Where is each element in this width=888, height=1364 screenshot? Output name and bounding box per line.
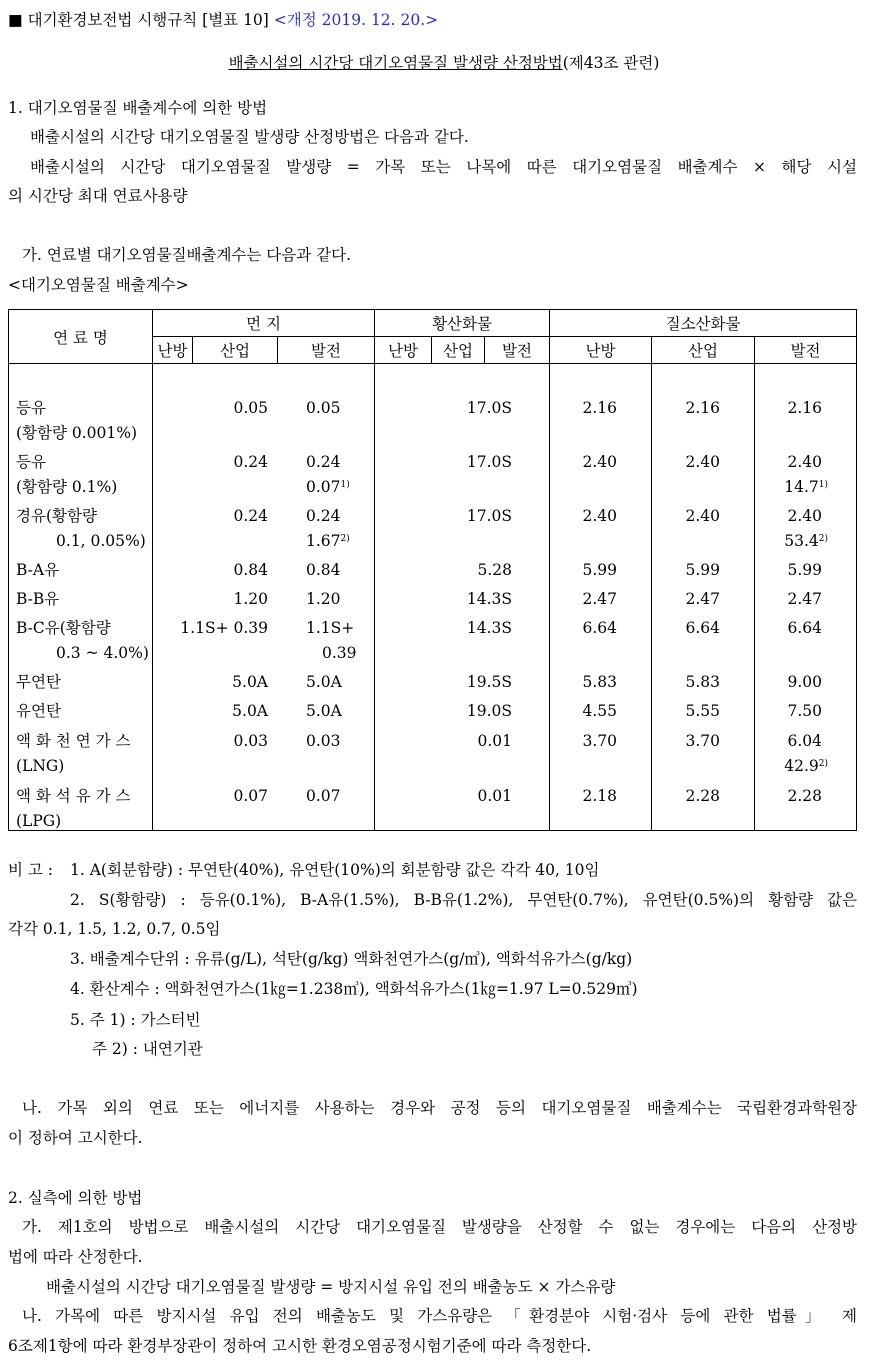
dust-generation-value-text: 5.0A xyxy=(306,673,342,691)
dust-generation-value-text: 0.03 xyxy=(306,732,341,750)
fuel-name-sub-text: (LNG) xyxy=(16,757,65,775)
nox-industry-value xyxy=(685,452,720,472)
dust-industry-value-text: 0.03 xyxy=(233,732,268,750)
sox-value xyxy=(477,731,512,751)
section1-line1: 배출시설의 시간당 대기오염물질 발생량 산정방법은 다음과 같다. xyxy=(30,128,469,146)
sox-value xyxy=(467,701,512,721)
nox-heating-value-text: 2.18 xyxy=(582,787,617,805)
dust-generation-value-alt-text: 0.07 xyxy=(306,478,341,496)
nox-heating-value xyxy=(582,398,617,418)
col-group-sox: 황산화물 xyxy=(375,310,550,337)
nox-generation-value-text: 9.00 xyxy=(787,673,822,691)
dust-generation-value xyxy=(306,701,342,721)
sox-value-text: 14.3S xyxy=(466,590,512,608)
nox-industry-value-text: 2.28 xyxy=(685,787,720,805)
dust-generation-value xyxy=(306,672,342,692)
nox-generation-value xyxy=(787,786,822,806)
dust-generation-value-text: 1.1S+ xyxy=(306,619,355,637)
nox-heating-value-text: 2.16 xyxy=(582,399,617,417)
nox-heating-value-text: 2.40 xyxy=(582,453,617,471)
dust-industry-value-text: 5.0A xyxy=(232,673,268,691)
dust-generation-value-alt xyxy=(322,643,357,663)
fuel-name-sub-text: (LPG) xyxy=(16,812,62,830)
nox-heating-value xyxy=(582,452,617,472)
fuel-name-sub-text: (황함량 0.1%) xyxy=(16,478,118,496)
note-3: 3. 배출계수단위 : 유류(g/L), 석탄(g/kg) 액화천연가스(g/㎥), 액화석유가스(g/kg) xyxy=(70,950,633,968)
fuel-name-sub-text: (황함량 0.001%) xyxy=(16,424,138,442)
nox-industry-value xyxy=(685,589,720,609)
nox-generation-value-alt xyxy=(784,531,828,551)
section1-formula-a: 배출시설의 시간당 대기오염물질 발생량 = 가목 또는 나목에 따른 대기오염물질 배출계수 × 해당 시설 xyxy=(30,158,857,176)
nox-generation-value-alt-footnote-mark: 1) xyxy=(818,480,828,490)
fuel-name-sub xyxy=(56,531,146,551)
nox-industry-value-text: 2.40 xyxy=(685,453,720,471)
sox-value xyxy=(467,589,512,609)
fuel-name-sub xyxy=(16,756,64,776)
emission-factor-table xyxy=(8,309,857,831)
nox-generation-value-text: 5.99 xyxy=(787,561,822,579)
nox-heating-value-text: 4.55 xyxy=(582,702,617,720)
note-5b: 주 2) : 내연기관 xyxy=(92,1040,203,1058)
nox-heating-value xyxy=(582,786,617,806)
fuel-name xyxy=(16,618,111,638)
nox-industry-value-text: 2.47 xyxy=(685,590,720,608)
dust-industry-value xyxy=(232,672,268,692)
col-fuel-name: 연 료 명 xyxy=(9,310,153,364)
note-2b: 각각 0.1, 1.5, 1.2, 0.7, 0.5임 xyxy=(8,920,221,938)
nox-heating-value xyxy=(582,672,617,692)
sox-value-text: 0.01 xyxy=(477,787,512,805)
header-line xyxy=(8,10,857,30)
dust-industry-value xyxy=(233,398,268,418)
dust-industry-value-text: 1.1S+ 0.39 xyxy=(180,619,268,637)
nox-generation-value xyxy=(787,589,822,609)
nox-industry-value-text: 3.70 xyxy=(685,732,720,750)
col-nox-industry: 산업 xyxy=(652,337,755,364)
nox-generation-value-alt-text: 14.7 xyxy=(784,478,819,496)
fuel-name-text: 유연탄 xyxy=(16,702,61,720)
dust-generation-value xyxy=(306,589,341,609)
nox-generation-value xyxy=(787,672,822,692)
section2-na2: 6조제1항에 따라 환경부장관이 정하여 고시한 환경오염공정시험기준에 따라 측정한다. xyxy=(8,1337,592,1355)
fuel-name-text: B-A유 xyxy=(16,561,60,579)
sox-value-text: 19.5S xyxy=(466,673,512,691)
nox-generation-value xyxy=(787,398,822,418)
dust-generation-value-alt-text: 0.39 xyxy=(322,644,357,662)
sox-value-text: 17.0S xyxy=(466,453,512,471)
dust-generation-value-alt xyxy=(306,531,350,551)
fuel-name-text: B-C유(황함량 xyxy=(16,619,111,637)
sox-value-text: 19.0S xyxy=(466,702,512,720)
col-dust-heating: 난방 xyxy=(153,337,193,364)
nox-industry-value xyxy=(685,731,720,751)
fuel-name-sub xyxy=(16,423,137,443)
fuel-name xyxy=(16,701,61,721)
nox-generation-value-alt-footnote-mark: 2) xyxy=(818,534,828,544)
nox-generation-value xyxy=(787,452,822,472)
nox-heating-value-text: 6.64 xyxy=(582,619,617,637)
fuel-name xyxy=(16,560,59,580)
dust-industry-value xyxy=(233,506,268,526)
fuel-name-text: 등유 xyxy=(16,453,46,471)
sox-value-text: 17.0S xyxy=(466,399,512,417)
dust-industry-value xyxy=(232,701,268,721)
sox-value-text: 0.01 xyxy=(477,732,512,750)
nox-industry-value xyxy=(685,786,720,806)
dust-industry-value-text: 0.24 xyxy=(233,453,268,471)
fuel-name-sub-text: 0.3 ~ 4.0%) xyxy=(56,644,149,662)
note-4: 4. 환산계수 : 액화천연가스(1㎏=1.238㎥), 액화석유가스(1㎏=1.97 L=0.529㎥) xyxy=(70,980,638,998)
nox-generation-value-text: 6.64 xyxy=(787,619,822,637)
nox-generation-value-text: 2.40 xyxy=(787,453,822,471)
dust-generation-value-text: 5.0A xyxy=(306,702,342,720)
nox-industry-value xyxy=(685,560,720,580)
sox-value xyxy=(467,398,512,418)
section2-ga1: 가. 제1호의 방법으로 배출시설의 시간당 대기오염물질 발생량을 산정할 수 없는 경우에는 다음의 산정방 xyxy=(22,1218,857,1236)
note-1: 1. A(회분함량) : 무연탄(40%), 유연탄(10%)의 회분함량 값은 각각 40, 10임 xyxy=(70,861,600,879)
nox-generation-value-text: 2.40 xyxy=(787,507,822,525)
col-dust-generation: 발전 xyxy=(278,337,375,364)
dust-generation-value xyxy=(306,786,341,806)
nox-generation-value-text: 2.47 xyxy=(787,590,822,608)
dust-generation-value xyxy=(306,452,341,472)
nox-generation-value xyxy=(787,618,822,638)
dust-industry-value xyxy=(180,618,268,638)
sox-value-text: 14.3S xyxy=(466,619,512,637)
nox-heating-value xyxy=(582,731,617,751)
nox-generation-value xyxy=(787,731,822,751)
nox-heating-value-text: 2.40 xyxy=(582,507,617,525)
dust-generation-value xyxy=(306,731,341,751)
fuel-name-text: 액 화 석 유 가 스 xyxy=(16,787,131,805)
revision-date: <개정 2019. 12. 20.> xyxy=(273,11,439,29)
title-main: 배출시설의 시간당 대기오염물질 발생량 산정방법 xyxy=(228,54,563,72)
fuel-name-text: 등유 xyxy=(16,399,46,417)
nox-heating-value xyxy=(582,506,617,526)
square-bullet-icon: ■ xyxy=(8,11,23,29)
dust-generation-value xyxy=(306,618,354,638)
col-sox-generation: 발전 xyxy=(485,337,550,364)
fuel-name xyxy=(16,398,46,418)
fuel-name xyxy=(16,452,46,472)
na-line1: 나. 가목 외의 연료 또는 에너지를 사용하는 경우와 공정 등의 대기오염물질 배출계수는 국립환경과학원장 xyxy=(22,1099,857,1117)
fuel-name-text: B-B유 xyxy=(16,590,60,608)
dust-generation-value-text: 0.07 xyxy=(306,787,341,805)
section1-ga: 가. 연료별 대기오염물질배출계수는 다음과 같다. xyxy=(22,246,352,264)
dust-generation-value-text: 1.20 xyxy=(306,590,341,608)
nox-generation-value xyxy=(787,506,822,526)
dust-industry-value xyxy=(233,589,268,609)
col-dust-industry: 산업 xyxy=(193,337,278,364)
dust-industry-value-text: 1.20 xyxy=(233,590,268,608)
dust-industry-value-text: 0.07 xyxy=(233,787,268,805)
dust-generation-value-alt-footnote-mark: 2) xyxy=(340,534,350,544)
law-reference: 대기환경보전법 시행규칙 [별표 10] xyxy=(27,11,269,29)
note-2a: 2. S(황함량) : 등유(0.1%), B-A유(1.5%), B-B유(1.2%), 무연탄(0.7%), 유연탄(0.5%)의 황함량 값은 xyxy=(70,891,857,909)
nox-generation-value-alt-text: 53.4 xyxy=(784,532,819,550)
title-suffix: (제43조 관련) xyxy=(562,54,660,72)
fuel-name xyxy=(16,731,130,751)
dust-generation-value-alt-footnote-mark: 1) xyxy=(340,480,350,490)
nox-generation-value-text: 6.04 xyxy=(787,732,822,750)
nox-industry-value-text: 6.64 xyxy=(685,619,720,637)
fuel-name-sub xyxy=(56,643,149,663)
nox-heating-value xyxy=(582,560,617,580)
sox-value-text: 5.28 xyxy=(477,561,512,579)
nox-heating-value-text: 5.99 xyxy=(582,561,617,579)
nox-industry-value xyxy=(685,398,720,418)
nox-generation-value xyxy=(787,560,822,580)
nox-industry-value-text: 5.99 xyxy=(685,561,720,579)
na-line2: 이 정하여 고시한다. xyxy=(8,1129,143,1147)
dust-generation-value-text: 0.24 xyxy=(306,453,341,471)
fuel-name xyxy=(16,786,130,806)
sox-value xyxy=(467,506,512,526)
dust-industry-value xyxy=(233,786,268,806)
note-5: 5. 주 1) : 가스터빈 xyxy=(70,1011,201,1029)
sox-column-body xyxy=(375,364,550,831)
fuel-name-sub-text: 0.1, 0.05%) xyxy=(56,532,146,550)
nox-industry-value-text: 2.40 xyxy=(685,507,720,525)
dust-generation-value xyxy=(306,506,341,526)
fuel-name xyxy=(16,506,97,526)
dust-industry-value xyxy=(233,731,268,751)
notes-label: 비 고 : xyxy=(8,861,54,879)
dust-generation-value xyxy=(306,560,341,580)
nox-industry-value-text: 5.55 xyxy=(685,702,720,720)
dust-industry-value-text: 5.0A xyxy=(232,702,268,720)
section1-formula-b: 의 시간당 최대 연료사용량 xyxy=(8,187,188,205)
nox-generation-value-text: 7.50 xyxy=(787,702,822,720)
section2-formula: 배출시설의 시간당 대기오염물질 발생량 = 방지시설 유입 전의 배출농도 × 가스유량 xyxy=(46,1278,616,1296)
dust-generation-value-text: 0.84 xyxy=(306,561,341,579)
section2-heading: 2. 실측에 의한 방법 xyxy=(8,1189,143,1207)
nox-generation-value xyxy=(787,701,822,721)
col-nox-generation: 발전 xyxy=(755,337,857,364)
dust-industry-value xyxy=(233,560,268,580)
nox-industry-value xyxy=(685,506,720,526)
page-title xyxy=(0,53,888,73)
fuel-name xyxy=(16,589,59,609)
nox-heating-value-text: 3.70 xyxy=(582,732,617,750)
dust-generation-value-text: 0.05 xyxy=(306,399,341,417)
dust-industry-value xyxy=(233,452,268,472)
sox-value-text: 17.0S xyxy=(466,507,512,525)
fuel-name-text: 액 화 천 연 가 스 xyxy=(16,732,131,750)
nox-generation-value-text: 2.16 xyxy=(787,399,822,417)
table-caption: <대기오염물질 배출계수> xyxy=(8,276,189,294)
nox-heating-value xyxy=(582,618,617,638)
sox-value xyxy=(467,618,512,638)
col-group-dust: 먼 지 xyxy=(153,310,375,337)
dust-industry-value-text: 0.05 xyxy=(233,399,268,417)
sox-value xyxy=(467,452,512,472)
nox-generation-value-alt xyxy=(784,756,828,776)
nox-generation-value-alt-text: 42.9 xyxy=(784,757,819,775)
fuel-name-sub xyxy=(16,811,61,831)
dust-industry-value-text: 0.24 xyxy=(233,507,268,525)
dust-generation-value-alt-text: 1.67 xyxy=(306,532,341,550)
col-nox-heating: 난방 xyxy=(550,337,652,364)
nox-industry-value xyxy=(685,672,720,692)
nox-heating-value xyxy=(582,589,617,609)
fuel-name xyxy=(16,672,61,692)
dust-generation-value xyxy=(306,398,341,418)
fuel-name-sub xyxy=(16,477,117,497)
nox-heating-value xyxy=(582,701,617,721)
col-group-nox: 질소산화물 xyxy=(550,310,857,337)
sox-value xyxy=(477,786,512,806)
nox-generation-value-alt-footnote-mark: 2) xyxy=(818,759,828,769)
fuel-name-text: 무연탄 xyxy=(16,673,61,691)
nox-industry-value-text: 2.16 xyxy=(685,399,720,417)
section2-ga2: 법에 따라 산정한다. xyxy=(8,1248,143,1266)
nox-industry-value xyxy=(685,701,720,721)
nox-generation-value-alt xyxy=(784,477,828,497)
dust-generation-value-text: 0.24 xyxy=(306,507,341,525)
sox-value xyxy=(467,672,512,692)
fuel-name-text: 경유(황함량 xyxy=(16,507,97,525)
nox-generation-value-text: 2.28 xyxy=(787,787,822,805)
nox-heating-value-text: 2.47 xyxy=(582,590,617,608)
section1-heading: 1. 대기오염물질 배출계수에 의한 방법 xyxy=(8,99,268,117)
nox-industry-value-text: 5.83 xyxy=(685,673,720,691)
nox-industry-value xyxy=(685,618,720,638)
sox-value xyxy=(477,560,512,580)
nox-heating-value-text: 5.83 xyxy=(582,673,617,691)
section2-na1: 나. 가목에 따른 방지시설 유입 전의 배출농도 및 가스유량은 「환경분야 시험·검사 등에 관한 법률」 제 xyxy=(22,1307,857,1325)
dust-generation-value-alt xyxy=(306,477,350,497)
dust-industry-value-text: 0.84 xyxy=(233,561,268,579)
col-sox-industry: 산업 xyxy=(432,337,485,364)
col-sox-heating: 난방 xyxy=(375,337,432,364)
